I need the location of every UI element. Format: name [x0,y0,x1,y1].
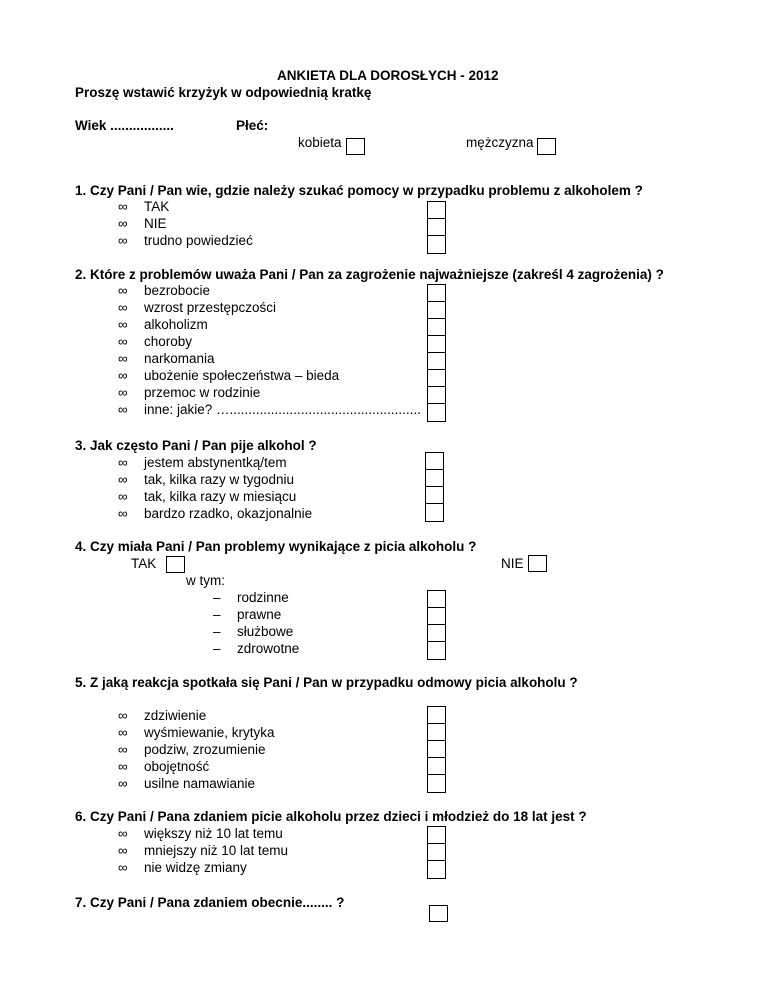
q4-checkbox[interactable] [428,608,445,625]
q4-checkbox[interactable] [428,591,445,608]
q5-option: ∞ usilne namawianie [118,776,256,791]
q7-checkbox[interactable] [429,905,448,922]
q4-checkbox[interactable] [428,642,445,659]
q2-checkbox[interactable] [428,353,445,370]
q2-checkbox[interactable] [428,404,445,421]
q2-checkbox[interactable] [428,302,445,319]
q4-option: – zdrowotne [213,641,300,656]
q3-option: ∞ jestem abstynentką/tem [118,455,287,470]
q2-checkbox[interactable] [428,370,445,387]
male-checkbox[interactable] [537,138,556,155]
q2-checkbox[interactable] [428,285,445,302]
q6-checkbox[interactable] [428,861,445,878]
female-label: kobieta [298,135,342,150]
q4-no-label: NIE [501,556,524,571]
q6-checkbox[interactable] [428,844,445,861]
q3-checkbox[interactable] [426,504,443,521]
q1-checkbox-column [427,201,446,254]
q1-option: ∞ NIE [118,216,167,231]
q3-option: ∞ bardzo rzadko, okazjonalnie [118,506,313,521]
survey-title: ANKIETA DLA DOROSŁYCH - 2012 [277,68,499,83]
q6-option: ∞ nie widzę zmiany [118,860,247,875]
age-label: Wiek ................. [75,118,174,133]
q3-checkbox[interactable] [426,487,443,504]
q4-no-checkbox[interactable] [528,555,547,572]
q1-checkbox[interactable] [428,219,445,236]
q5-option: ∞ podziw, zrozumienie [118,742,266,757]
q2-option: ∞ wzrost przestępczości [118,300,277,315]
q1-option: ∞ TAK [118,199,170,214]
q4-yes-checkbox[interactable] [166,556,185,573]
q1-option: ∞ trudno powiedzieć [118,233,253,248]
q4-sub-label: w tym: [186,573,225,588]
q7-question: 7. Czy Pani / Pana zdaniem obecnie........ ? [75,895,345,910]
q5-checkbox[interactable] [428,775,445,792]
q1-checkbox[interactable] [428,202,445,219]
q1-question: 1. Czy Pani / Pan wie, gdzie należy szukać pomocy w przypadku problemu z alkoholem ? [75,183,643,198]
q3-checkbox[interactable] [426,453,443,470]
q4-yes-label: TAK [131,556,157,571]
q2-option: ∞ narkomania [118,351,215,366]
q2-checkbox[interactable] [428,336,445,353]
q4-option: – rodzinne [213,590,289,605]
q3-option: ∞ tak, kilka razy w miesiącu [118,489,297,504]
male-label: mężczyzna [466,135,534,150]
q5-option: ∞ wyśmiewanie, krytyka [118,725,275,740]
q5-checkbox-column [427,706,446,793]
q6-question: 6. Czy Pani / Pana zdaniem picie alkoholu przez dzieci i młodzież do 18 lat jest ? [75,809,587,824]
female-checkbox[interactable] [346,138,365,155]
instruction-text: Proszę wstawić krzyżyk w odpowiednią kratkę [75,85,372,100]
q3-question: 3. Jak często Pani / Pan pije alkohol ? [75,438,317,453]
q5-checkbox[interactable] [428,707,445,724]
q4-option: – służbowe [213,624,294,639]
q4-checkbox[interactable] [428,625,445,642]
q2-option: ∞ ubożenie społeczeństwa – bieda [118,368,340,383]
q2-checkbox[interactable] [428,387,445,404]
q5-checkbox[interactable] [428,724,445,741]
q1-checkbox[interactable] [428,236,445,253]
q4-option: – prawne [213,607,282,622]
q2-option: ∞ choroby [118,334,193,349]
q6-option: ∞ mniejszy niż 10 lat temu [118,843,289,858]
q4-checkbox-column [427,590,446,660]
q2-checkbox[interactable] [428,319,445,336]
q2-option: ∞ bezrobocie [118,283,211,298]
q6-checkbox-column [427,826,446,879]
q3-checkbox[interactable] [426,470,443,487]
q6-checkbox[interactable] [428,827,445,844]
q2-option: ∞ przemoc w rodzinie [118,385,261,400]
q2-question: 2. Które z problemów uważa Pani / Pan za zagrożenie najważniejsze (zakreśl 4 zagrożenia) ? [75,267,664,282]
q6-option: ∞ większy niż 10 lat temu [118,826,283,841]
q5-question: 5. Z jaką reakcja spotkała się Pani / Pan w przypadku odmowy picia alkoholu ? [75,675,578,690]
sex-label: Płeć: [236,118,269,133]
q5-option: ∞ zdziwienie [118,708,207,723]
q2-option: ∞ inne: jakie? …................................................... [118,402,421,417]
q4-question: 4. Czy miała Pani / Pan problemy wynikające z picia alkoholu ? [75,539,477,554]
q2-checkbox-column [427,284,446,422]
q5-option: ∞ obojętność [118,759,210,774]
q5-checkbox[interactable] [428,758,445,775]
q3-option: ∞ tak, kilka razy w tygodniu [118,472,295,487]
q3-checkbox-column [425,452,444,522]
q2-option: ∞ alkoholizm [118,317,208,332]
q5-checkbox[interactable] [428,741,445,758]
